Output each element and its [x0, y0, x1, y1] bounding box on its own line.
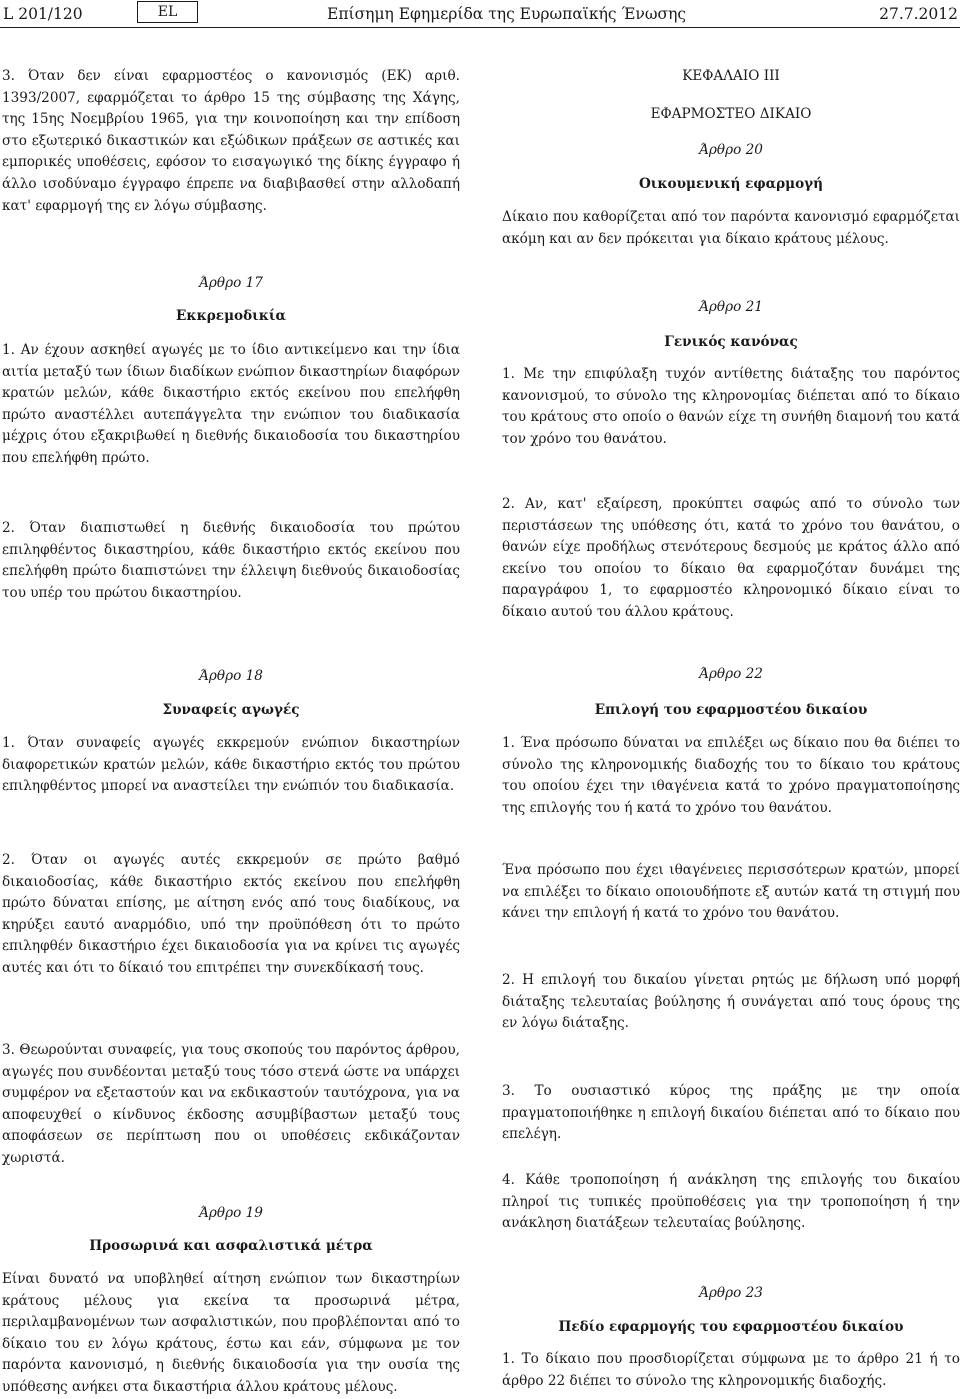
journal-title: Επίσημη Εφημερίδα της Ευρωπαϊκής Ένωσης	[327, 5, 687, 23]
article-21-label: Άρθρο 21	[699, 299, 763, 315]
article-23-paragraph-1: 1. Το δίκαιο που προσδιορίζεται σύμφωνα με το άρθρο 21 ή το άρθρο 22 διέπει το σύνολο της κληρονομικής διαδοχής.	[502, 1351, 960, 1389]
article-20-title: Οικουμενική εφαρμογή	[638, 176, 824, 192]
article-20-paragraph: Δίκαιο που καθορίζεται από τον παρόντα κανονισμό εφαρμόζεται ακόμη και αν δεν πρόκειται για δίκαιο κράτους μέλους.	[502, 209, 960, 247]
chapter-number: ΚΕΦΑΛΑΙΟ III	[682, 68, 780, 84]
article-18-label: Άρθρο 18	[199, 668, 263, 684]
language-badge: EL	[137, 1, 198, 23]
article-18-paragraph-3: 3. Θεωρούνται συναφείς, για τους σκοπούς του παρόντος άρθρου, αγωγές που συνδέονται μεταξύ τους τόσο στενά ώστε να υπάρχει συμφέρον να εξεταστούν και να εκδικαστούν ταυτόχρονα, για να αποφευχθεί ο κίνδυνος έκδοσης ασυμβίβαστων μεταξύ τους αποφάσεων σε περίπτωση που οι υποθέσεις εκδικάζονταν χωριστά.	[2, 1042, 460, 1166]
article-23-title: Πεδίο εφαρμογής του εφαρμοστέου δικαίου	[558, 1319, 904, 1335]
issue-date: 27.7.2012	[879, 5, 958, 23]
article-23-label: Άρθρο 23	[699, 1285, 763, 1301]
article-17-paragraph-1: 1. Αν έχουν ασκηθεί αγωγές με το ίδιο αντικείμενο και την ίδια αιτία μεταξύ των ίδιων διαδίκων ενώπιον δικαστηρίων διαφόρων κρατών μελών, κάθε δικαστήριο εκτός εκείνου που επελήφθη πρώτο αναστέλλει αυτεπάγγελτα την ενώπιον του διαδικασία μέχρις ότου εξακριβωθεί η διεθνής δικαιοδοσία του δικαστηρίου που επελήφθη πρώτο.	[2, 342, 460, 466]
header-rule	[0, 27, 960, 28]
article-19-title: Προσωρινά και ασφαλιστικά μέτρα	[89, 1238, 373, 1254]
article-20-label: Άρθρο 20	[699, 142, 763, 158]
article-22-paragraph-2: 2. Η επιλογή του δικαίου γίνεται ρητώς με δήλωση υπό μορφή διάταξης τελευταίας βούλησης ή συνάγεται από τους όρους της εν λόγω διάταξης.	[502, 972, 960, 1032]
page-header	[0, 0, 960, 28]
article-22-paragraph-1-sub: Ένα πρόσωπο που έχει ιθαγένειες περισσότερων κρατών, μπορεί να επιλέξει το δίκαιο οποιουδήποτε εξ αυτών κατά τη στιγμή που κάνει την επιλογή ή κατά το χρόνο του θανάτου.	[502, 862, 960, 922]
chapter-title: ΕΦΑΡΜΟΣΤΕΟ ΔΙΚΑΙΟ	[650, 106, 812, 122]
article-17-title: Εκκρεμοδικία	[176, 308, 286, 324]
article-22-label: Άρθρο 22	[699, 666, 763, 682]
article-22-paragraph-3: 3. Το ουσιαστικό κύρος της πράξης με την οποία πραγματοποιήθηκε η επιλογή δικαίου διέπεται από το δίκαιο που επελέγη.	[502, 1083, 960, 1143]
article-21-paragraph-2: 2. Αν, κατ' εξαίρεση, προκύπτει σαφώς από το σύνολο των περιστάσεων της υπόθεσης ότι, κατά το χρόνο του θανάτου, ο θανών είχε προδήλως στενότερους δεσμούς με κράτος άλλο από εκείνο του οποίου το δίκαιο θα εφαρμοζόταν δυνάμει της παραγράφου 1, το εφαρμοστέο κληρονομικό δίκαιο είναι το δίκαιο αυτού του άλλου κράτους.	[502, 496, 960, 620]
paragraph-16-3: 3. Όταν δεν είναι εφαρμοστέος ο κανονισμός (ΕΚ) αριθ. 1393/2007, εφαρμόζεται το άρθρο 15 της σύμβασης της Χάγης, της 15ης Νοεμβρίου 1965, για την κοινοποίηση και την επίδοση στο εξωτερικό δικαστικών και εξώδικων πράξεων σε αστικές και εμπορικές υποθέσεις, εφόσον το εισαγωγικό της δίκης έγγραφο ή άλλο ισοδύναμο έγγραφο έπρεπε να διαβιβασθεί στην αλλοδαπή κατ' εφαρμογή της εν λόγω σύμβασης.	[2, 68, 460, 214]
article-22-paragraph-4: 4. Κάθε τροποποίηση ή ανάκληση της επιλογής του δικαίου πληροί τις τυπικές προϋποθέσεις για την τροποποίηση ή την ανάκληση διατάξεων τελευταίας βούλησης.	[502, 1172, 960, 1232]
article-17-paragraph-2: 2. Όταν διαπιστωθεί η διεθνής δικαιοδοσία του πρώτου επιληφθέντος δικαστηρίου, κάθε δικαστήριο εκτός εκείνου που επελήφθη πρώτο διαπιστώνει την έλλειψη διεθνούς δικαιοδοσίας του υπέρ του πρώτου δικαστηρίου.	[2, 520, 460, 601]
article-19-label: Άρθρο 19	[199, 1205, 263, 1221]
article-17-label: Άρθρο 17	[199, 275, 263, 291]
article-21-paragraph-1: 1. Με την επιφύλαξη τυχόν αντίθετης διάταξης του παρόντος κανονισμού, το σύνολο της κληρονομίας διέπεται από το δίκαιο του κράτους στο οποίο ο θανών είχε τη συνήθη διαμονή του κατά τον χρόνο του θανάτου.	[502, 366, 960, 447]
article-18-title: Συναφείς αγωγές	[162, 702, 300, 718]
article-18-paragraph-2: 2. Όταν οι αγωγές αυτές εκκρεμούν σε πρώτο βαθμό δικαιοδοσίας, κάθε δικαστήριο εκτός εκείνου που επελήφθη πρώτο δύναται επίσης, με αίτηση ενός από τους διαδίκους, να κηρύξει εαυτό αναρμόδιο, υπό την προϋπόθεση ότι το πρώτο επιληφθέν δικαστήριο έχει δικαιοδοσία για να κρίνει τις αγωγές αυτές και ότι το δίκαιό του επιτρέπει την συνεκδίκασή τους.	[2, 852, 460, 976]
article-22-paragraph-1: 1. Ένα πρόσωπο δύναται να επιλέξει ως δίκαιο που θα διέπει το σύνολο της κληρονομικής διαδοχής του το δίκαιο του κράτους του οποίου έχει την ιθαγένεια κατά το χρόνο πραγματοποίησης της επιλογής του ή κατά το χρόνο του θανάτου.	[502, 735, 960, 816]
article-21-title: Γενικός κανόνας	[664, 334, 798, 350]
article-18-paragraph-1: 1. Όταν συναφείς αγωγές εκκρεμούν ενώπιον δικαστηρίων διαφορετικών κρατών μελών, κάθε δικαστήριο εκτός του πρώτου επιληφθέντος μπορεί να αναστείλει την ενώπιόν του διαδικασία.	[2, 735, 460, 795]
article-22-title: Επιλογή του εφαρμοστέου δικαίου	[594, 702, 868, 718]
page-number: L 201/120	[3, 5, 83, 23]
article-19-paragraph: Είναι δυνατό να υποβληθεί αίτηση ενώπιον των δικαστηρίων κράτους μέλους για εκείνα τα προσωρινά μέτρα, περιλαμβανομένων των ασφαλιστικών, που προβλέπονται από το δίκαιο του εν λόγω κράτους, έστω και εάν, σύμφωνα με τον παρόντα κανονισμό, η διεθνής δικαιοδοσία για την ουσία της υπόθεσης ανήκει στα δικαστήρια άλλου κράτους μέλους.	[2, 1271, 460, 1395]
